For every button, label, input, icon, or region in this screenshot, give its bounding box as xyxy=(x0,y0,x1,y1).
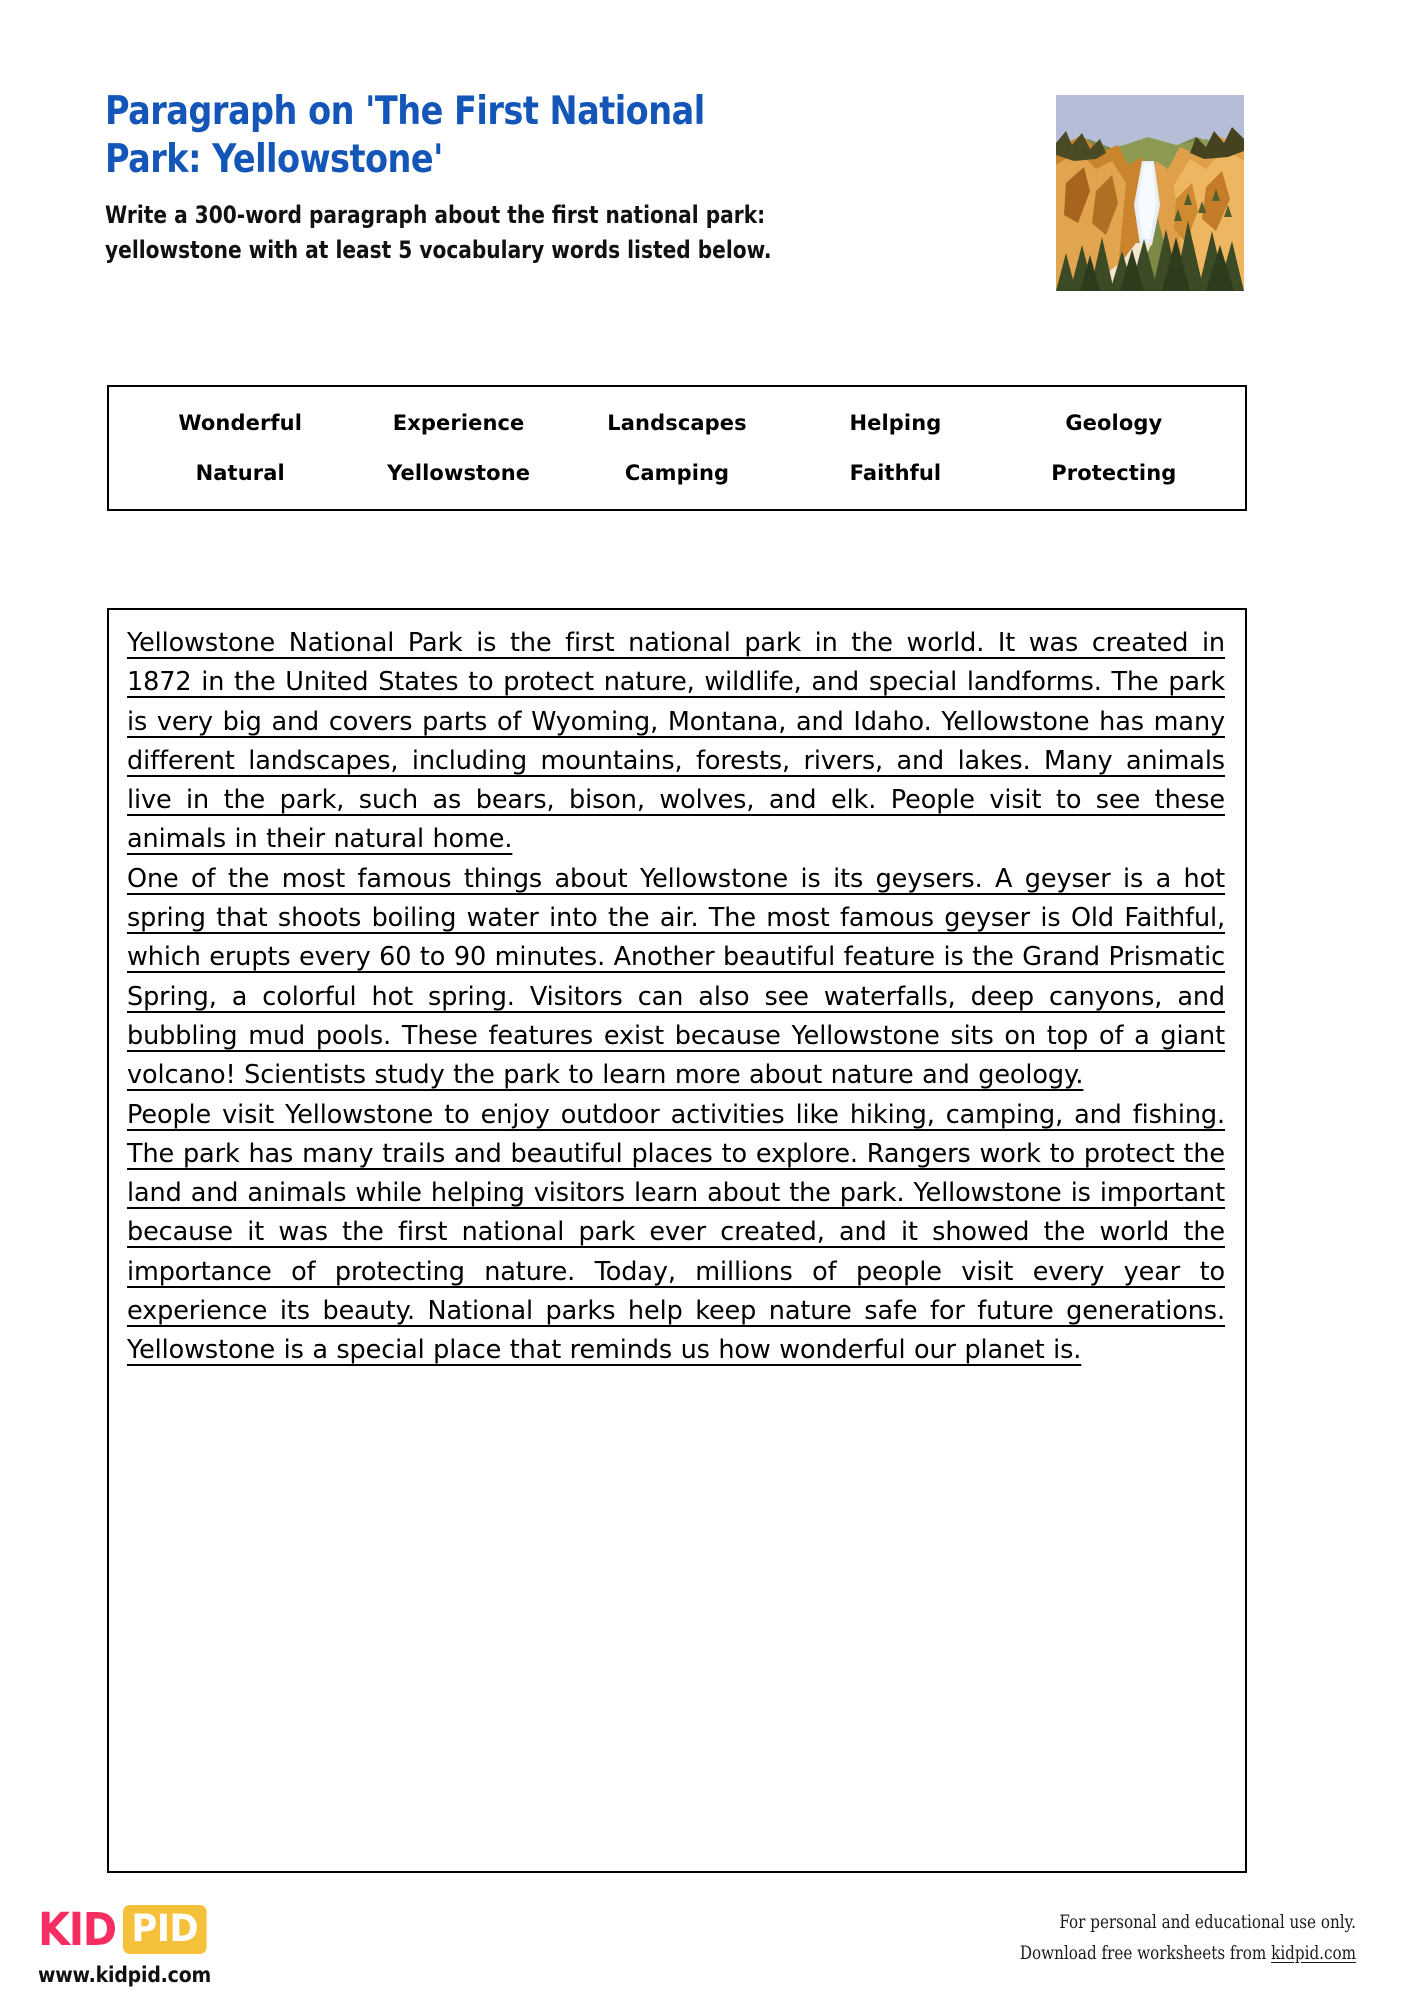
paragraph-answer-box[interactable] xyxy=(107,608,1247,1873)
credit-line-usage: For personal and educational use only. xyxy=(1059,1912,1356,1933)
kidpid-link[interactable]: kidpid.com xyxy=(1271,1943,1356,1964)
vocabulary-word: Yellowstone xyxy=(387,461,531,485)
page-footer xyxy=(0,1895,1414,2000)
logo-pid-badge: PID xyxy=(123,1905,207,1954)
vocabulary-word: Geology xyxy=(1065,411,1163,435)
logo-kid-text: KID xyxy=(38,1902,116,1956)
page-title: Paragraph on 'The First National Park: Yellowstone' xyxy=(105,89,705,182)
vocabulary-word: Faithful xyxy=(849,461,942,485)
footer-credits xyxy=(930,1907,1356,1969)
vocabulary-word: Natural xyxy=(195,461,285,485)
kidpid-logo[interactable] xyxy=(38,1903,338,1987)
credit-line-download xyxy=(930,1938,1356,1969)
vocabulary-word: Wonderful xyxy=(178,411,302,435)
yellowstone-canyon-waterfall-illustration xyxy=(1056,95,1244,291)
vocabulary-word-bank xyxy=(107,385,1247,511)
instructions-text: Write a 300-word paragraph about the first national park: yellowstone with at least 5 vocabulary words listed below. xyxy=(105,201,772,264)
logo-lockup xyxy=(38,1903,338,1955)
vocabulary-word: Protecting xyxy=(1051,461,1177,485)
logo-website-url: www.kidpid.com xyxy=(38,1963,212,1987)
vocabulary-word: Camping xyxy=(624,461,730,485)
answer-paragraph: People visit Yellowstone to enjoy outdoor activities like hiking, camping, and fishing. The park has many trails and beautiful places to explore. Rangers work to protect the land and animals while helping visitors learn about the park. Yellowstone is important because it was the first national park ever created, and it showed the world the importance of protecting nature. Today, millions of people visit every year to experience its beauty. National parks help keep nature safe for future generations. Yellowstone is a special place that reminds us how wonderful our planet is. xyxy=(127,1099,1225,1366)
credit-download-prefix: Download free worksheets from xyxy=(1019,1943,1272,1964)
answer-paragraph: Yellowstone National Park is the first national park in the world. It was created in 1872 in the United States to protect nature, wildlife, and special landforms. The park is very big and covers parts of Wyoming, Montana, and Idaho. Yellowstone has many different landscapes, including mountains, forests, rivers, and lakes. Many animals live in the park, such as bears, bison, wolves, and elk. People visit to see these animals in their natural home. xyxy=(127,628,1225,855)
word-bank-row xyxy=(131,448,1223,498)
answer-paragraph: One of the most famous things about Yellowstone is its geysers. A geyser is a hot spring that shoots boiling water into the air. The most famous geyser is Old Faithful, which erupts every 60 to 90 minutes. Another beautiful feature is the Grand Prismatic Spring, a colorful hot spring. Visitors can also see waterfalls, deep canyons, and bubbling mud pools. These features exist because Yellowstone sits on top of a giant volcano! Scientists study the park to learn more about nature and geology. xyxy=(127,863,1225,1091)
word-bank-row xyxy=(131,398,1223,448)
vocabulary-word: Landscapes xyxy=(607,411,747,435)
vocabulary-word: Helping xyxy=(849,411,942,435)
illustration-svg xyxy=(1056,95,1244,291)
vocabulary-word: Experience xyxy=(392,411,525,435)
